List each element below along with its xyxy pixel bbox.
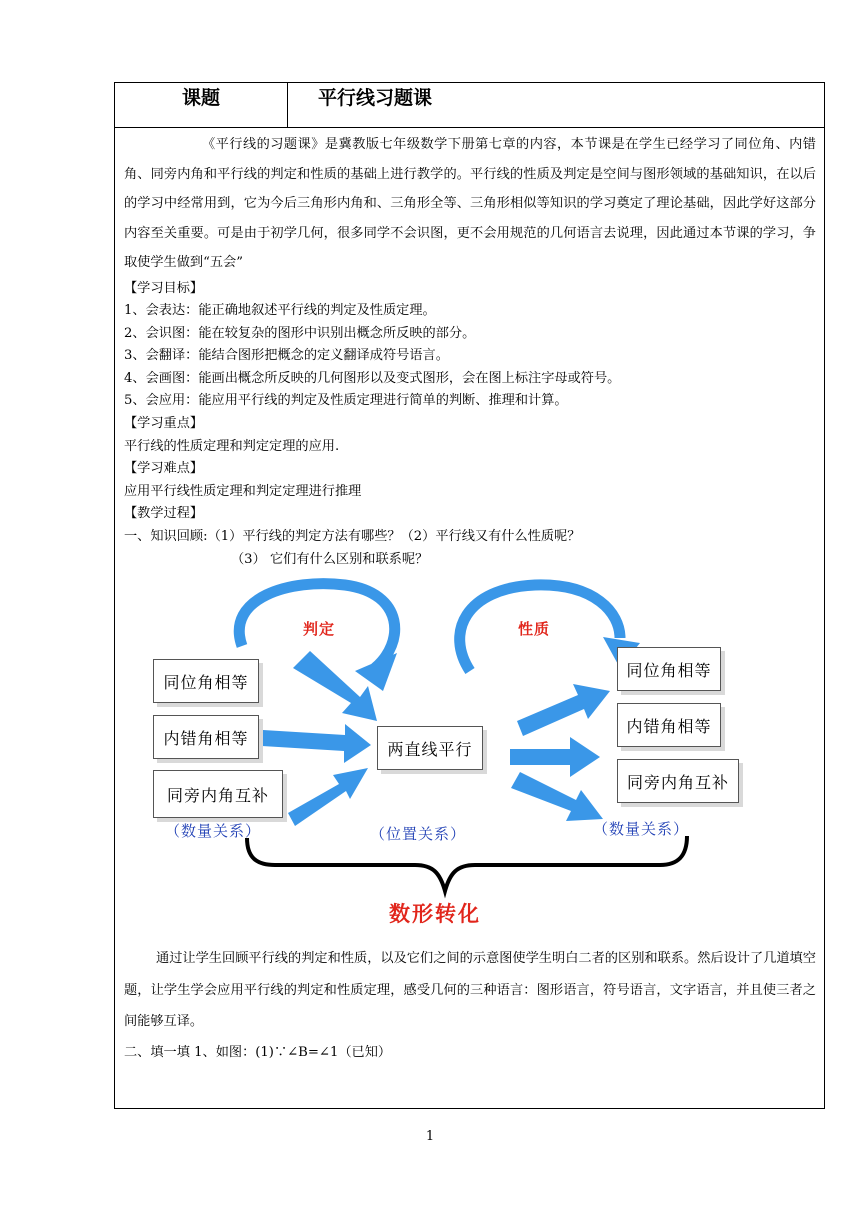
- intro-paragraph: 《平行线的习题课》是冀教版七年级数学下册第七章的内容，本节课是在学生已经学习了同位角、内错角、同旁内角和平行线的判定和性质的基础上进行教学的。平行线的性质及判定是空间与图形领域的基础知识，在以后的学习中经常用到，它为今后三角形内角和、三角形全等、三角形相似等知识的学习奠定了理论基础，因此学好这部分内容至关重要。可是由于初学几何，很多同学不会识图，更不会用规范的几何语言去说理，因此通过本节课的学习，争取使学生做到“五会”: [124, 137, 816, 270]
- goal-item: 4、会画图：能画出概念所反映的几何图形以及变式图形，会在图上标注字母或符号。: [124, 370, 621, 386]
- curved-arrow-judge-head: [355, 653, 397, 691]
- after-paragraph: 通过让学生回顾平行线的判定和性质，以及它们之间的示意图使学生明白二者的区别和联系。然后设计了几道填空题，让学生学会应用平行线的判定和性质定理，感受几何的三种语言：图形语言，符号语言，文字语言，并且使三者之间能够互译。: [124, 951, 816, 1030]
- right-box-co-interior: 同旁内角互补: [617, 759, 739, 803]
- fill-line: 二、填一填 1、如图：(1)∵∠B=∠1（已知）: [124, 1044, 392, 1060]
- goal-item: 1、会表达：能正确地叙述平行线的判定及性质定理。: [124, 303, 436, 319]
- label-number-shape: 数形转化: [389, 902, 481, 927]
- arrow-left-middle: [262, 724, 371, 763]
- arrow-right-top: [517, 684, 610, 736]
- label-right-quantity: （数量关系）: [593, 820, 690, 839]
- left-box-corresponding: 同位角相等: [153, 659, 259, 703]
- lesson-table: [114, 82, 825, 1109]
- difficulty-title: 【学习难点】: [124, 461, 204, 477]
- topic-key: 课题: [115, 83, 288, 128]
- goal-item: 2、会识图：能在较复杂的图形中识别出概念所反映的部分。: [124, 325, 476, 341]
- page-number: 1: [425, 1129, 435, 1144]
- content-cell: [115, 128, 825, 1109]
- left-box-co-interior: 同旁内角互补: [153, 770, 283, 818]
- lesson-lines: [115, 278, 824, 572]
- process-line-2: （3） 它们有什么区别和联系呢？: [231, 551, 429, 567]
- label-left-quantity: （数量关系）: [165, 822, 262, 841]
- arrow-left-bottom: [288, 768, 368, 826]
- label-judge: 判定: [303, 620, 336, 639]
- goal-item: 5、会应用：能应用平行线的判定及性质定理进行简单的判断、推理和计算。: [124, 393, 568, 409]
- difficulty-text: 应用平行线性质定理和判定定理进行推理: [124, 483, 362, 499]
- parallel-lines-diagram: [115, 573, 815, 933]
- process-line-1: 一、知识回顾:（1）平行线的判定方法有哪些？（2）平行线又有什么性质呢？: [124, 529, 581, 545]
- process-title: 【教学过程】: [124, 506, 204, 522]
- topic-value: 平行线习题课: [288, 83, 825, 128]
- label-property: 性质: [518, 620, 551, 639]
- arrow-right-bottom: [511, 772, 603, 821]
- fill-line-wrap: [115, 1042, 824, 1065]
- key-point-text: 平行线的性质定理和判定定理的应用.: [124, 438, 340, 454]
- label-center-position: （位置关系）: [370, 825, 467, 844]
- arrow-right-middle: [510, 737, 600, 777]
- bottom-brace: [247, 836, 687, 891]
- center-box-parallel: 两直线平行: [377, 726, 483, 770]
- left-box-alternate: 内错角相等: [153, 715, 259, 759]
- right-box-alternate: 内错角相等: [617, 703, 721, 747]
- right-box-corresponding: 同位角相等: [617, 647, 721, 691]
- goal-item: 3、会翻译：能结合图形把概念的定义翻译成符号语言。: [124, 348, 449, 364]
- key-point-title: 【学习重点】: [124, 416, 204, 432]
- goals-title: 【学习目标】: [124, 280, 204, 296]
- arrow-left-top: [293, 651, 377, 721]
